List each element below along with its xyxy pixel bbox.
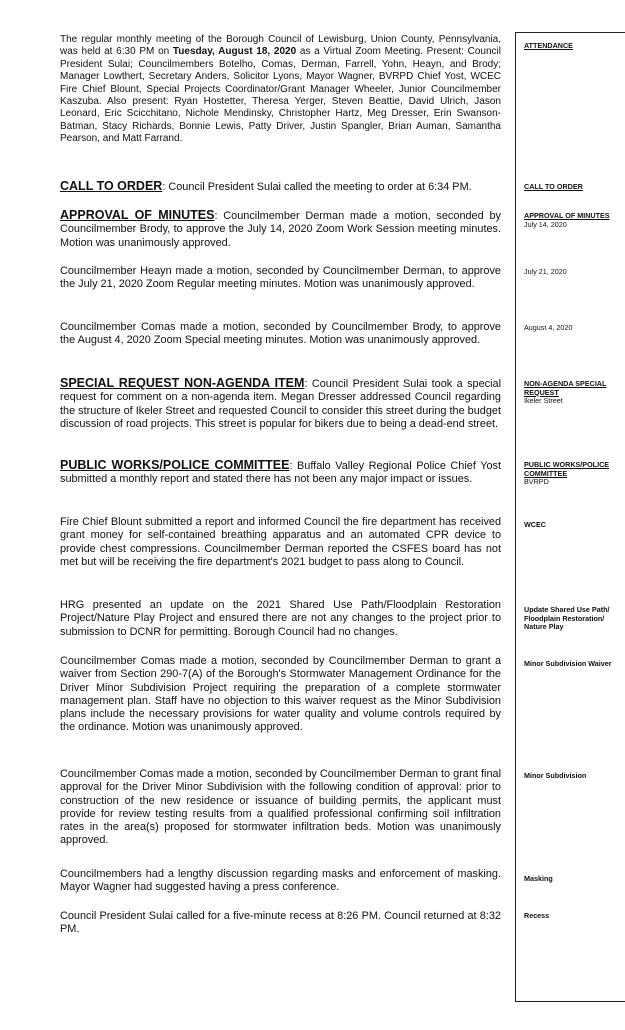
public-works-heading: PUBLIC WORKS/POLICE COMMITTEE <box>60 458 290 472</box>
sidebar-minor-waiver <box>524 660 624 669</box>
sidebar-call-to-order <box>524 183 624 192</box>
sidebar-minor-waiver-label: Minor Subdivision Waiver <box>524 659 612 668</box>
special-request-text: : Council President Sulai took a special request for comment on a non-agenda item. Megan Dresser addressed Council regarding the structure of Ikeler Street and requested Council to consider this street during the budget discussion of road projects. This street is popular for bikers due to being a dead-end street. <box>60 378 501 430</box>
sidebar-minutes <box>524 212 624 229</box>
approval-of-minutes-heading: APPROVAL OF MINUTES <box>60 208 215 222</box>
sidebar-non-agenda-sub: Ikeler Street <box>524 396 563 405</box>
call-to-order-paragraph <box>60 180 501 194</box>
recess-paragraph: Council President Sulai called for a five-minute recess at 8:26 PM. Council returned at 8:32 PM. <box>60 910 501 936</box>
sidebar-public-works-sub: BVRPD <box>524 477 549 486</box>
sidebar-shared-use <box>524 606 624 632</box>
sidebar-shared-use-label: Update Shared Use Path/ Floodplain Restoration/ Nature Play <box>524 605 610 631</box>
sidebar-minor-subdivision-label: Minor Subdivision <box>524 771 587 780</box>
approval-of-minutes-paragraph <box>60 209 501 250</box>
sidebar-recess <box>524 912 624 921</box>
sidebar-recess-label: Recess <box>524 911 550 920</box>
call-to-order-text: : Council President Sulai called the meeting to order at 6:34 PM. <box>162 181 472 193</box>
sidebar-minutes-label: APPROVAL OF MINUTES <box>524 211 610 220</box>
sidebar-call-to-order-label: CALL TO ORDER <box>524 182 583 191</box>
wcec-paragraph: Fire Chief Blount submitted a report and informed Council the fire department has received grant money for self-contained breathing apparatus and an automated CPR device to provide chest compressions. Councilmember Derman reported the CSFES board has not met but will be receiving the fire department's 2021 budget to pass along to Council. <box>60 516 501 568</box>
minutes-aug4-paragraph: Councilmember Comas made a motion, seconded by Councilmember Brody, to approve the August 4, 2020 Zoom Special meeting minutes. Motion was unanimously approved. <box>60 321 501 347</box>
sidebar-masking-label: Masking <box>524 874 553 883</box>
sidebar-public-works-label: PUBLIC WORKS/POLICE COMMITTEE <box>524 460 610 478</box>
sidebar-minutes-date2: July 21, 2020 <box>524 267 567 276</box>
sidebar-minutes-date3: August 4, 2020 <box>524 323 573 332</box>
call-to-order-heading: CALL TO ORDER <box>60 179 163 193</box>
sidebar-attendance <box>524 42 624 51</box>
sidebar-attendance-label: ATTENDANCE <box>524 41 573 50</box>
subdivision-paragraph: Councilmember Comas made a motion, seconded by Councilmember Derman to grant final approval for the Driver Minor Subdivision with the following condition of approval: prior to construction of the new residence or issuance of building permits, the applicant must provide for review testing results from a qualified professional confirming soil infiltration rates in the area(s) proposed for stormwater infiltration beds. Motion was unanimously approved. <box>60 768 501 847</box>
sidebar-non-agenda <box>524 380 624 406</box>
sidebar-public-works <box>524 461 624 487</box>
sidebar-minutes-date1: July 14, 2020 <box>524 219 567 229</box>
sidebar-wcec <box>524 521 624 530</box>
sidebar-wcec-label: WCEC <box>524 520 546 529</box>
sidebar-masking <box>524 875 624 884</box>
approval-of-minutes-text: : Councilmember Derman made a motion, seconded by Councilmember Brody, to approve the July 14, 2020 Zoom Work Session meeting minutes. Motion was unanimously approved. <box>60 210 501 249</box>
sidebar-column-border <box>515 32 625 1002</box>
hrg-paragraph: HRG presented an update on the 2021 Shared Use Path/Floodplain Restoration Project/Nature Play Project and ensured there are not any changes to the project prior to submission to DCNR for permitting. Borough Council had no changes. <box>60 599 501 638</box>
public-works-text: : Buffalo Valley Regional Police Chief Yost submitted a monthly report and stated there has not been any major impact or issues. <box>60 460 501 486</box>
sidebar-minor-subdivision <box>524 772 624 781</box>
public-works-paragraph <box>60 459 501 487</box>
meeting-date-emphasis: Tuesday, August 18, 2020 <box>172 46 297 58</box>
minutes-july21-paragraph: Councilmember Heayn made a motion, seconded by Councilmember Derman, to approve the July 21, 2020 Zoom Regular meeting minutes. Motion was unanimously approved. <box>60 265 501 291</box>
waiver-paragraph: Councilmember Comas made a motion, seconded by Councilmember Derman to grant a waiver from Section 290-7(A) of the Borough's Stormwater Management Ordinance for the Driver Minor Subdivision Project requiring the preparation of a complete stormwater management plan. Staff have no objection to this waiver request as the Minor Subdivision plans include the necessary provisions for water quality and volume controls required by the ordinance. Motion was unanimously approved. <box>60 655 501 734</box>
sidebar-non-agenda-label: NON-AGENDA SPECIAL REQUEST <box>524 379 607 397</box>
special-request-heading: SPECIAL REQUEST NON-AGENDA ITEM <box>60 376 305 390</box>
masking-paragraph: Councilmembers had a lengthy discussion regarding masks and enforcement of masking. Mayor Wagner had suggested having a press conference. <box>60 868 501 894</box>
special-request-paragraph <box>60 377 501 431</box>
attendance-paragraph: The regular monthly meeting of the Borough Council of Lewisburg, Union County, Pennsylvania, was held at 6:30 PM on Tuesday, August 18, 2020 as a Virtual Zoom Meeting. Present: Council President Sulai; Councilmembers Botelho, Comas, Derman, Farrell, Yohn, Heayn, and Brody; Manager Lowthert, Secretary Anders, Solicitor Lyons, Mayor Wagner, BVRPD Chief Yost, WCEC Fire Chief Blount, Special Projects Coordinator/Grant Manager Wheeler, Junior Councilmember Kaszuba. Also present: Ryan Hostetter, Theresa Yerger, Steven Beattie, David Ulrich, Jason Leonard, Eric Scicchitano, Nichole Mendinsky, Christopher Hartz, Meg Dresser, Erin Swanson-Batman, Stacy Richards, Bonnie Lewis, Patty Driver, Justin Spangler, Brian Auman, Samantha Pearson, and Matt Farrand. <box>60 34 501 145</box>
